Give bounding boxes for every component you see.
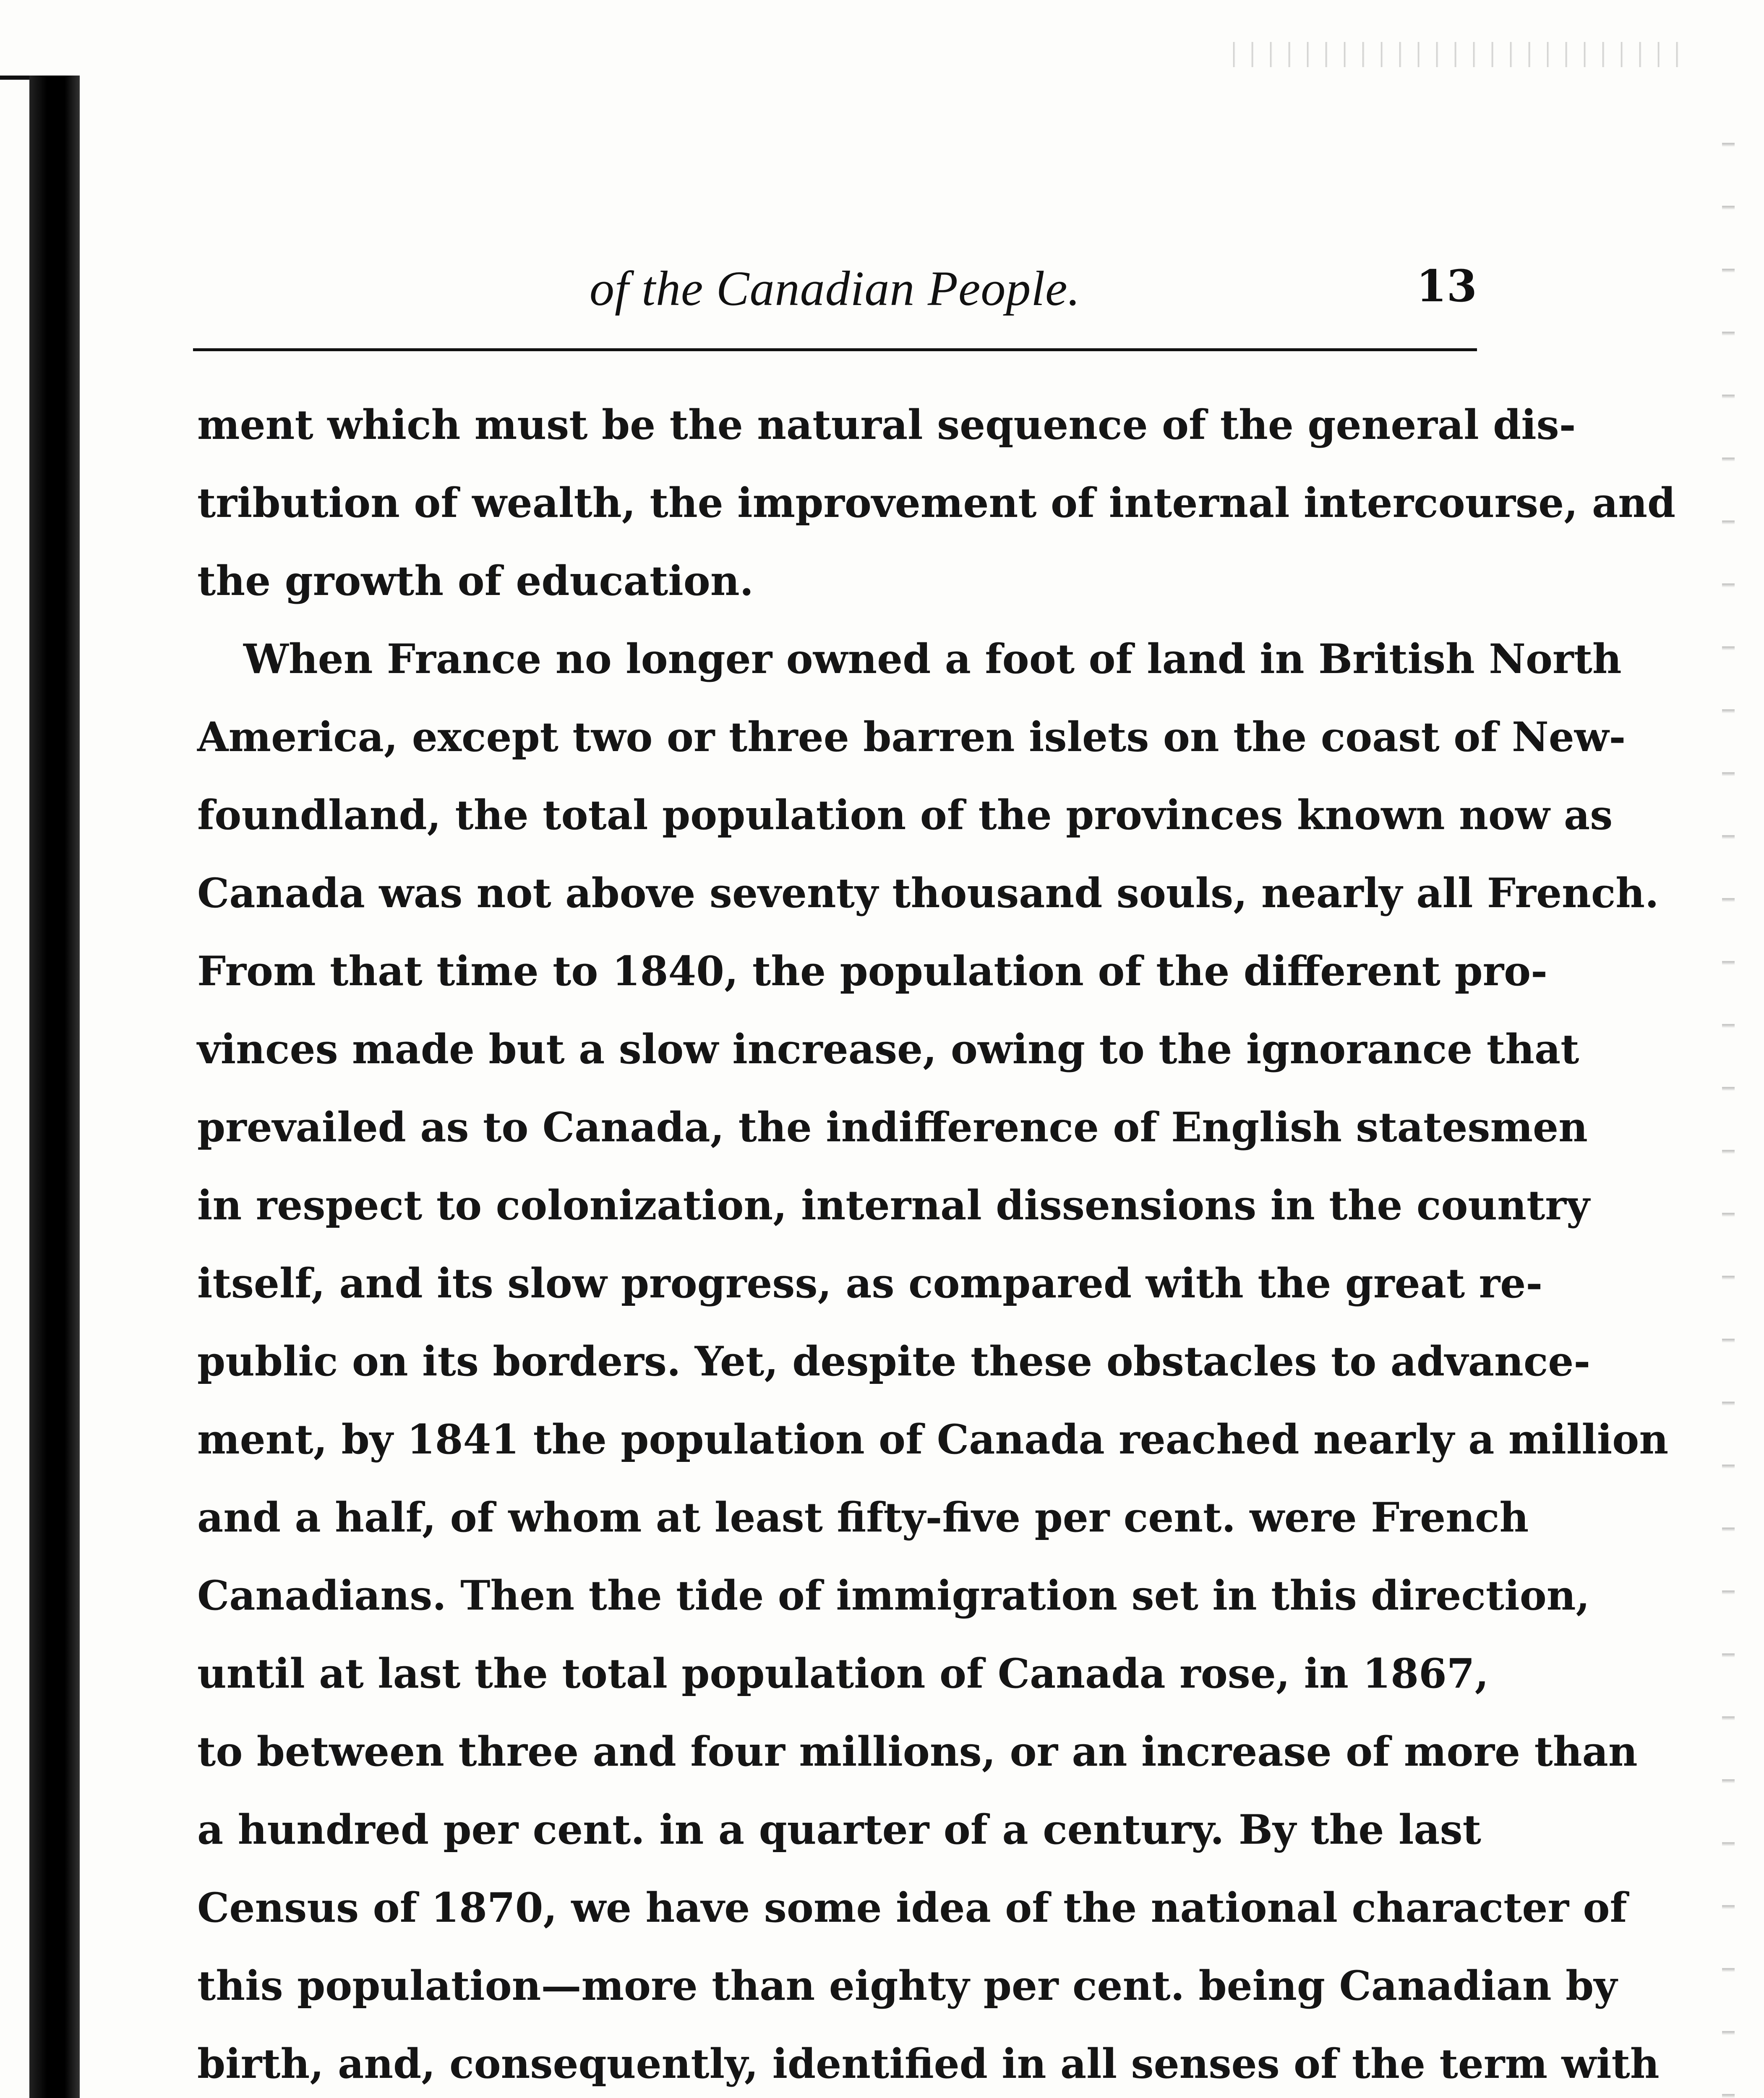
text-line: vinces made but a slow increase, owing to the ignorance that [197, 1026, 1579, 1073]
text-line: until at last the total population of Canada rose, in 1867, [197, 1650, 1489, 1697]
binding-shadow [29, 76, 80, 2098]
header-rule [193, 348, 1477, 351]
text-line: ment which must be the natural sequence of the general dis- [197, 401, 1576, 449]
running-title: of the Canadian People. [589, 261, 1081, 316]
text-line: prevailed as to Canada, the indifference of English statesmen [197, 1104, 1588, 1151]
text-line: to between three and four millions, or an increase of more than [197, 1728, 1638, 1775]
page-number: 13 [1416, 260, 1477, 312]
text-line: the growth of education. [197, 557, 754, 605]
running-header [193, 252, 1477, 327]
text-line: ment, by 1841 the population of Canada reached nearly a million [197, 1416, 1669, 1463]
text-line: birth, and, consequently, identified in all senses of the term with [197, 2040, 1660, 2088]
text-line: this population—more than eighty per cent. being Canadian by [197, 1962, 1617, 2009]
text-line: foundland, the total population of the provinces known now as [197, 791, 1613, 839]
text-line: From that time to 1840, the population of the different pro- [197, 947, 1548, 995]
text-line: and a half, of whom at least fifty-five per cent. were French [197, 1494, 1529, 1541]
text-line: in respect to colonization, internal dissensions in the country [197, 1182, 1590, 1229]
text-line: America, except two or three barren islets on the coast of New- [197, 713, 1626, 761]
text-line: public on its borders. Yet, despite these obstacles to advance- [197, 1338, 1591, 1385]
text-line: tribution of wealth, the improvement of internal intercourse, and [197, 479, 1676, 527]
text-line: itself, and its slow progress, as compared with the great re- [197, 1260, 1543, 1307]
page-edge [1722, 84, 1735, 2098]
body-text [197, 386, 1676, 2098]
text-line: Canada was not above seventy thousand souls, nearly all French. [197, 869, 1659, 917]
text-line: Canadians. Then the tide of immigration set in this direction, [197, 1572, 1590, 1619]
text-line: Census of 1870, we have some idea of the national character of [197, 1884, 1627, 1931]
text-line: When France no longer owned a foot of land in British North [243, 635, 1622, 683]
text-line: a hundred per cent. in a quarter of a century. By the last [197, 1806, 1481, 1853]
scan-speckle [1217, 42, 1678, 67]
